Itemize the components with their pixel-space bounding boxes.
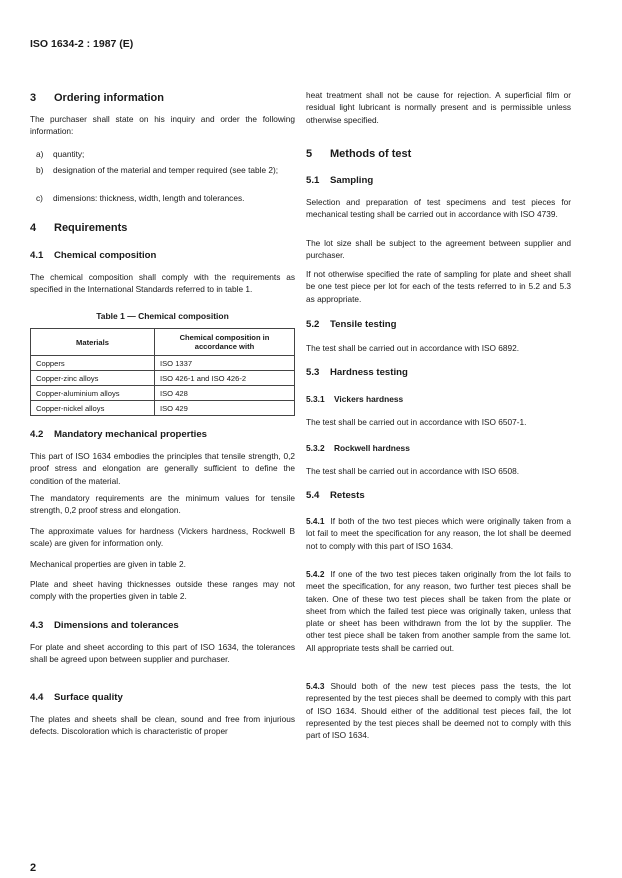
list-item [36, 148, 295, 160]
section-title: Chemical composition [54, 250, 157, 261]
paragraph: The mandatory requirements are the minimum values for tensile strength, 0,2 proof stress and elongation. [30, 493, 295, 516]
section-5-4-heading [306, 490, 571, 502]
section-3-intro: The purchaser shall state on his inquiry and order the following information: [30, 114, 295, 137]
section-4-1-heading [30, 250, 295, 262]
table-cell: Copper-zinc alloys [31, 371, 155, 386]
section-title: Mandatory mechanical properties [54, 429, 208, 440]
paragraph: If not otherwise specified the rate of sampling for plate and sheet shall be one test piece per lot for each of the tests referred to in 5.2 and 5.3 as appropriate. [306, 269, 571, 304]
list-text: designation of the material and temper required (see table 2); [53, 165, 279, 175]
list-marker: a) [36, 149, 44, 159]
table-1-chemical-composition [30, 328, 295, 416]
section-title: Hardness testing [330, 367, 408, 378]
paragraph: This part of ISO 1634 embodies the principles that tensile strength, 0,2 proof stress and elongation are generally sufficient to define the condition of the material. [30, 451, 295, 486]
section-number: 5.1 [306, 175, 320, 186]
section-4-heading [30, 222, 295, 234]
table-cell: Copper-aluminium alloys [31, 386, 155, 401]
table-row [31, 356, 295, 371]
section-number: 4.3 [30, 620, 44, 631]
section-number: 3 [30, 92, 37, 104]
table-cell: Copper-nickel alloys [31, 401, 155, 416]
section-number: 4 [30, 222, 37, 234]
paragraph-continued: heat treatment shall not be cause for rejection. A superficial film or residual light lubricant is normally present and is permissible unless otherwise specified. [306, 90, 571, 125]
paragraph: The test shall be carried out in accordance with ISO 6508. [306, 466, 520, 476]
section-5-1-heading [306, 175, 571, 187]
list-text: dimensions: thickness, width, length and tolerances. [53, 193, 245, 203]
table-row [31, 371, 295, 386]
section-title: Sampling [330, 175, 374, 186]
section-number: 5.3 [306, 367, 320, 378]
subclause-text: Should both of the new test pieces pass the tests, the lot represented by the test pieces shall be deemed to comply with this part of ISO 1634. Should either of the additional test pieces fail, the lot represented by the test pieces shall be deemed not to comply with this part of ISO 1634. [306, 681, 571, 741]
column-header: Chemical composition in accordance with [155, 329, 295, 356]
paragraph: The plates and sheets shall be clean, sound and free from injurious defects. Discoloration which is characteristic of proper [30, 714, 295, 737]
paragraph: The test shall be carried out in accordance with ISO 6507-1. [306, 417, 527, 427]
section-number: 4.4 [30, 692, 44, 703]
table-row [31, 386, 295, 401]
list-text: quantity; [53, 149, 85, 159]
document-header: ISO 1634-2 : 1987 (E) [30, 38, 134, 50]
column-header: Materials [31, 329, 155, 356]
paragraph: Selection and preparation of test specimens and test pieces for mechanical testing shall be carried out in accordance with ISO 4739. [306, 197, 571, 220]
paragraph: The approximate values for hardness (Vickers hardness, Rockwell B scale) are given for information only. [30, 526, 295, 549]
section-title: Tensile testing [330, 319, 397, 330]
table-1-title: Table 1 — Chemical composition [96, 311, 229, 321]
section-number: 5 [306, 148, 313, 160]
section-number: 5.3.2 [306, 443, 325, 453]
subclause-5-4-3 [306, 680, 571, 741]
paragraph: The test shall be carried out in accordance with ISO 6892. [306, 343, 520, 353]
section-number: 4.1 [30, 250, 44, 261]
section-title: Retests [330, 490, 365, 501]
section-title: Vickers hardness [334, 394, 404, 404]
section-number: 5.4 [306, 490, 320, 501]
section-title: Rockwell hardness [334, 443, 410, 453]
section-5-2-heading [306, 319, 571, 331]
table-header-row [31, 329, 295, 356]
table-cell: ISO 1337 [155, 356, 295, 371]
section-title: Ordering information [54, 92, 164, 104]
table-cell: Coppers [31, 356, 155, 371]
section-5-3-heading [306, 367, 571, 379]
section-4-4-heading [30, 692, 295, 704]
page-number: 2 [30, 862, 37, 874]
section-number: 5.2 [306, 319, 320, 330]
section-5-heading [306, 148, 571, 160]
table-cell: ISO 426-1 and ISO 426-2 [155, 371, 295, 386]
paragraph: For plate and sheet according to this part of ISO 1634, the tolerances shall be agreed upon between supplier and purchaser. [30, 642, 295, 665]
subclause-text: If both of the two test pieces which were originally taken from a lot fail to meet the specification for any reason, the lot shall be deemed not to comply with this part of ISO 1634. [306, 516, 571, 551]
table-cell: ISO 429 [155, 401, 295, 416]
paragraph: Plate and sheet having thicknesses outside these ranges may not comply with the properties given in table 2. [30, 579, 295, 602]
section-5-3-1-heading [306, 393, 571, 405]
paragraph: Mechanical properties are given in table 2. [30, 559, 186, 569]
section-number: 4.2 [30, 429, 44, 440]
section-number: 5.3.1 [306, 394, 325, 404]
subclause-number: 5.4.2 [306, 569, 325, 579]
list-marker: b) [36, 165, 44, 175]
section-title: Surface quality [54, 692, 123, 703]
list-marker: c) [36, 193, 43, 203]
table-cell: ISO 428 [155, 386, 295, 401]
section-title: Requirements [54, 222, 128, 234]
subclause-5-4-2 [306, 568, 571, 654]
subclause-text: If one of the two test pieces taken originally from the lot fails to meet the specification, for any reason, two further test pieces shall be taken. One of these two test pieces shall be taken from the plate or sheet from which the failed test piece was originally taken, unless that plate or sheet has been withdrawn from the lot by the supplier. The other test piece shall be taken from another sample from the same lot. All appropriate tests shall be carried out. [306, 569, 571, 653]
section-title: Dimensions and tolerances [54, 620, 179, 631]
table-row [31, 401, 295, 416]
section-4-3-heading [30, 620, 295, 632]
subclause-5-4-1 [306, 515, 571, 552]
subclause-number: 5.4.1 [306, 516, 325, 526]
paragraph: The chemical composition shall comply with the requirements as specified in the International Standards referred to in table 1. [30, 272, 295, 295]
subclause-number: 5.4.3 [306, 681, 325, 691]
section-5-3-2-heading [306, 442, 571, 454]
section-3-heading [30, 92, 295, 104]
section-4-2-heading [30, 429, 295, 441]
paragraph: The lot size shall be subject to the agreement between supplier and purchaser. [306, 238, 571, 261]
list-item [36, 164, 295, 176]
list-item [36, 192, 295, 204]
section-title: Methods of test [330, 148, 412, 160]
